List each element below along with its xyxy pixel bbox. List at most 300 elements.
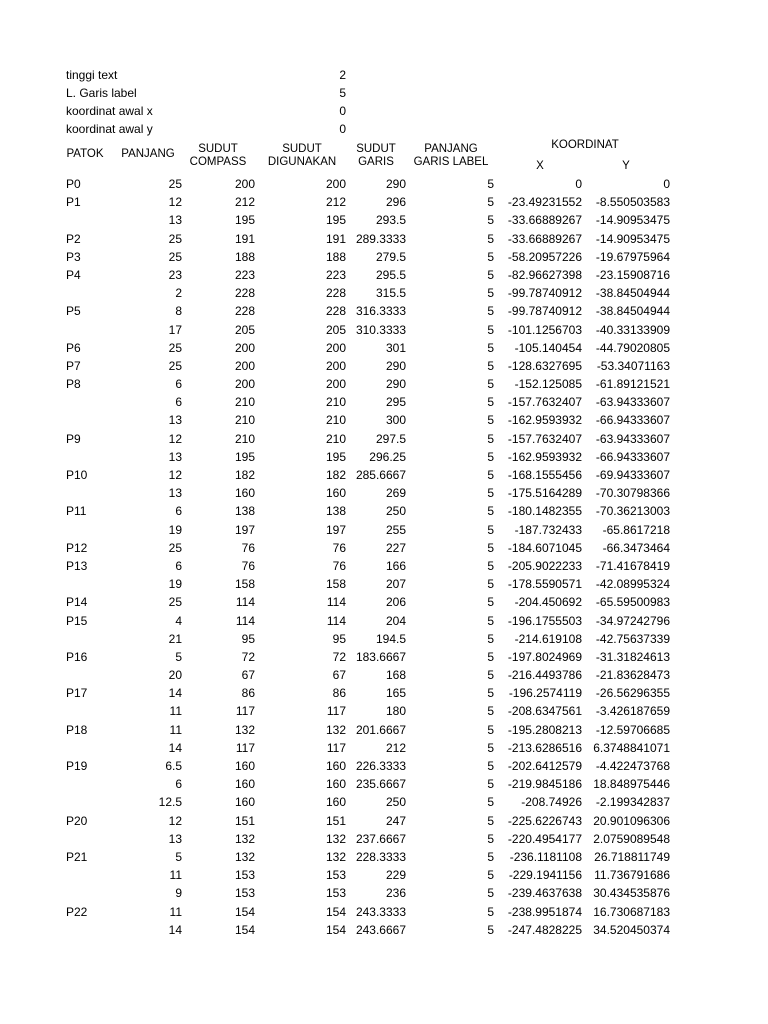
cell-panjang: 12 bbox=[168, 468, 182, 482]
cell-koordinat-y: -71.41678419 bbox=[595, 558, 670, 573]
cell-koordinat-x: 0 bbox=[575, 177, 582, 191]
cell-koordinat-y: 6.3748841071 bbox=[593, 740, 670, 755]
cell-panjang-garis-label: 5 bbox=[487, 595, 494, 610]
cell-panjang: 25 bbox=[168, 595, 182, 610]
table-row bbox=[0, 521, 768, 539]
cell-sudut-digunakan: 160 bbox=[325, 777, 346, 792]
cell-koordinat-y: -14.90953475 bbox=[595, 213, 670, 228]
cell-panjang: 25 bbox=[168, 358, 182, 373]
header-line: GARIS bbox=[358, 156, 394, 168]
table-row bbox=[0, 666, 768, 684]
cell-koordinat-y: -14.90953475 bbox=[595, 231, 670, 246]
cell-panjang: 9 bbox=[175, 886, 182, 901]
cell-panjang-garis-label: 5 bbox=[487, 449, 494, 464]
cell-panjang-garis-label: 5 bbox=[487, 795, 494, 810]
cell-koordinat-y: 16.730687183 bbox=[593, 904, 670, 919]
table-row bbox=[0, 339, 768, 357]
table-row bbox=[0, 448, 768, 466]
cell-panjang: 4 bbox=[175, 613, 182, 628]
cell-sudut-compass: 160 bbox=[234, 486, 255, 501]
cell-patok: P18 bbox=[66, 722, 88, 737]
cell-sudut-garis: 204 bbox=[385, 613, 406, 628]
cell-koordinat-y: 18.848975446 bbox=[593, 777, 670, 792]
cell-koordinat-y: 26.718811749 bbox=[594, 849, 670, 864]
cell-sudut-compass: 200 bbox=[234, 358, 255, 373]
cell-panjang: 12 bbox=[168, 195, 182, 210]
cell-patok: P3 bbox=[66, 249, 81, 264]
cell-sudut-garis: 290 bbox=[385, 377, 406, 392]
table-row bbox=[0, 230, 768, 248]
cell-sudut-garis: 237.6667 bbox=[355, 831, 406, 846]
cell-panjang: 5 bbox=[175, 849, 182, 864]
cell-koordinat-x: -152.125085 bbox=[514, 377, 582, 392]
table-row bbox=[0, 739, 768, 757]
cell-koordinat-x: -197.8024969 bbox=[507, 649, 582, 664]
table-row bbox=[0, 721, 768, 739]
cell-koordinat-x: -105.140454 bbox=[514, 340, 582, 355]
table-row bbox=[0, 612, 768, 630]
cell-sudut-compass: 182 bbox=[234, 468, 255, 482]
cell-sudut-digunakan: 200 bbox=[325, 177, 346, 191]
cell-panjang-garis-label: 5 bbox=[487, 740, 494, 755]
table-row bbox=[0, 393, 768, 411]
cell-sudut-compass: 132 bbox=[234, 831, 255, 846]
cell-panjang: 11 bbox=[169, 722, 182, 737]
cell-sudut-digunakan: 200 bbox=[325, 377, 346, 392]
cell-koordinat-y: -8.550503583 bbox=[595, 195, 670, 210]
cell-patok: P11 bbox=[66, 504, 87, 519]
cell-sudut-garis: 243.6667 bbox=[355, 922, 406, 937]
cell-koordinat-y: -65.59500983 bbox=[595, 595, 670, 610]
cell-panjang-garis-label: 5 bbox=[487, 704, 494, 719]
cell-panjang: 12 bbox=[168, 431, 182, 446]
param-value: 2 bbox=[339, 68, 346, 82]
cell-patok: P0 bbox=[66, 177, 81, 191]
cell-panjang: 13 bbox=[168, 831, 182, 846]
cell-sudut-compass: 195 bbox=[234, 449, 255, 464]
header-koordinat: KOORDINAT bbox=[551, 139, 619, 151]
cell-sudut-digunakan: 114 bbox=[326, 595, 346, 610]
cell-panjang-garis-label: 5 bbox=[487, 231, 494, 246]
cell-koordinat-y: -69.94333607 bbox=[595, 468, 670, 482]
cell-koordinat-x: -208.74926 bbox=[521, 795, 582, 810]
cell-koordinat-x: -195.2808213 bbox=[507, 722, 582, 737]
parameter-block bbox=[66, 66, 356, 138]
cell-sudut-compass: 210 bbox=[234, 413, 255, 428]
cell-sudut-digunakan: 188 bbox=[325, 249, 346, 264]
cell-sudut-digunakan: 228 bbox=[325, 286, 346, 301]
cell-panjang-garis-label: 5 bbox=[487, 540, 494, 555]
cell-sudut-garis: 168 bbox=[385, 668, 406, 683]
cell-sudut-compass: 158 bbox=[234, 577, 255, 592]
cell-panjang: 23 bbox=[168, 267, 182, 282]
header-sudut-digunakan bbox=[258, 143, 346, 169]
cell-koordinat-x: -157.7632407 bbox=[507, 395, 582, 410]
cell-koordinat-y: -42.08995324 bbox=[595, 577, 670, 592]
cell-sudut-digunakan: 153 bbox=[325, 886, 346, 901]
cell-koordinat-x: -229.1941156 bbox=[508, 868, 582, 883]
cell-panjang: 13 bbox=[168, 449, 182, 464]
cell-panjang: 21 bbox=[168, 631, 182, 646]
table-row bbox=[0, 903, 768, 921]
cell-koordinat-x: -213.6286516 bbox=[507, 740, 582, 755]
cell-koordinat-y: -38.84504944 bbox=[595, 304, 670, 319]
cell-koordinat-x: -238.9951874 bbox=[507, 904, 582, 919]
cell-sudut-digunakan: 76 bbox=[332, 558, 346, 573]
header-line: SUDUT bbox=[356, 143, 396, 155]
cell-panjang: 19 bbox=[168, 577, 182, 592]
cell-sudut-digunakan: 223 bbox=[325, 267, 346, 282]
cell-sudut-compass: 188 bbox=[234, 249, 255, 264]
cell-koordinat-x: -175.5164289 bbox=[507, 486, 582, 501]
cell-sudut-garis: 166 bbox=[385, 558, 406, 573]
header-y: Y bbox=[622, 160, 630, 172]
param-label: L. Garis label bbox=[66, 86, 137, 100]
cell-sudut-compass: 67 bbox=[241, 668, 255, 683]
cell-koordinat-y: -38.84504944 bbox=[595, 286, 670, 301]
table-row bbox=[0, 648, 768, 666]
cell-sudut-garis: 250 bbox=[385, 795, 406, 810]
cell-sudut-compass: 191 bbox=[234, 231, 255, 246]
table-row bbox=[0, 830, 768, 848]
cell-panjang-garis-label: 5 bbox=[487, 322, 494, 337]
cell-sudut-digunakan: 86 bbox=[332, 686, 346, 701]
param-row bbox=[66, 120, 356, 138]
cell-patok: P19 bbox=[66, 759, 88, 773]
cell-panjang: 17 bbox=[168, 322, 182, 337]
param-value: 5 bbox=[339, 86, 346, 100]
cell-koordinat-x: -196.1755503 bbox=[507, 613, 582, 628]
cell-sudut-compass: 200 bbox=[234, 177, 255, 191]
cell-patok: P13 bbox=[66, 558, 88, 573]
cell-sudut-garis: 300 bbox=[385, 413, 406, 428]
cell-sudut-garis: 183.6667 bbox=[355, 649, 406, 664]
cell-patok: P1 bbox=[66, 195, 81, 210]
header-x: X bbox=[536, 160, 544, 172]
table-row bbox=[0, 575, 768, 593]
cell-panjang: 12.5 bbox=[158, 795, 182, 810]
header-line: DIGUNAKAN bbox=[267, 156, 337, 168]
cell-panjang-garis-label: 5 bbox=[487, 922, 494, 937]
cell-patok: P21 bbox=[66, 849, 88, 864]
cell-koordinat-x: -236.1181108 bbox=[509, 849, 582, 864]
cell-patok: P14 bbox=[66, 595, 88, 610]
cell-patok: P2 bbox=[66, 231, 81, 246]
table-row bbox=[0, 921, 768, 939]
cell-panjang-garis-label: 5 bbox=[487, 722, 494, 737]
table-row bbox=[0, 684, 768, 702]
param-label: tinggi text bbox=[66, 68, 118, 82]
cell-koordinat-y: -26.56296355 bbox=[595, 686, 670, 701]
cell-patok: P8 bbox=[66, 377, 81, 392]
cell-sudut-digunakan: 154 bbox=[325, 922, 346, 937]
cell-panjang-garis-label: 5 bbox=[487, 558, 494, 573]
cell-sudut-garis: 297.5 bbox=[375, 431, 406, 446]
table-row bbox=[0, 302, 768, 320]
cell-panjang-garis-label: 5 bbox=[487, 340, 494, 355]
cell-sudut-garis: 201.6667 bbox=[355, 722, 406, 737]
cell-sudut-garis: 228.3333 bbox=[355, 849, 406, 864]
header-panjang: PANJANG bbox=[121, 148, 175, 160]
cell-koordinat-y: -19.67975964 bbox=[595, 249, 670, 264]
cell-koordinat-x: -208.6347561 bbox=[507, 704, 582, 719]
cell-sudut-garis: 243.3333 bbox=[355, 904, 406, 919]
cell-panjang: 6.5 bbox=[165, 759, 182, 773]
cell-panjang: 25 bbox=[168, 177, 182, 191]
cell-sudut-digunakan: 114 bbox=[326, 613, 346, 628]
cell-koordinat-y: 2.0759089548 bbox=[593, 831, 670, 846]
cell-sudut-digunakan: 117 bbox=[326, 704, 346, 719]
cell-panjang: 14 bbox=[168, 922, 182, 937]
cell-sudut-garis: 165 bbox=[385, 686, 406, 701]
table-row bbox=[0, 211, 768, 229]
cell-sudut-digunakan: 205 bbox=[325, 322, 346, 337]
cell-sudut-garis: 212 bbox=[385, 740, 406, 755]
cell-sudut-garis: 269 bbox=[385, 486, 406, 501]
cell-panjang-garis-label: 5 bbox=[487, 249, 494, 264]
header-sudut-garis bbox=[346, 143, 406, 169]
cell-sudut-digunakan: 212 bbox=[325, 195, 346, 210]
cell-koordinat-y: -21.83628473 bbox=[595, 668, 670, 683]
cell-sudut-compass: 117 bbox=[235, 740, 255, 755]
cell-sudut-compass: 210 bbox=[234, 395, 255, 410]
cell-panjang-garis-label: 5 bbox=[487, 395, 494, 410]
cell-panjang: 12 bbox=[168, 813, 182, 828]
cell-sudut-compass: 154 bbox=[234, 904, 255, 919]
cell-panjang-garis-label: 5 bbox=[487, 813, 494, 828]
cell-patok: P20 bbox=[66, 813, 88, 828]
table-row bbox=[0, 175, 768, 193]
cell-sudut-digunakan: 160 bbox=[325, 795, 346, 810]
cell-koordinat-x: -220.4954177 bbox=[507, 831, 582, 846]
cell-sudut-digunakan: 138 bbox=[325, 504, 346, 519]
cell-koordinat-y: -40.33133909 bbox=[595, 322, 670, 337]
cell-sudut-digunakan: 160 bbox=[325, 486, 346, 501]
cell-sudut-garis: 229 bbox=[385, 868, 406, 883]
cell-panjang: 13 bbox=[168, 213, 182, 228]
cell-panjang-garis-label: 5 bbox=[487, 286, 494, 301]
cell-panjang: 6 bbox=[175, 558, 182, 573]
cell-panjang-garis-label: 5 bbox=[487, 777, 494, 792]
cell-panjang-garis-label: 5 bbox=[487, 431, 494, 446]
cell-sudut-garis: 295 bbox=[385, 395, 406, 410]
header-patok: PATOK bbox=[66, 148, 104, 160]
cell-koordinat-x: -247.4828225 bbox=[507, 922, 582, 937]
cell-koordinat-x: -168.1555456 bbox=[507, 468, 582, 482]
table-row bbox=[0, 466, 768, 484]
param-value: 0 bbox=[339, 104, 346, 118]
cell-panjang-garis-label: 5 bbox=[487, 413, 494, 428]
table-row bbox=[0, 502, 768, 520]
table-row bbox=[0, 266, 768, 284]
table-row bbox=[0, 539, 768, 557]
cell-panjang-garis-label: 5 bbox=[487, 686, 494, 701]
cell-sudut-compass: 223 bbox=[234, 267, 255, 282]
cell-koordinat-x: -180.1482355 bbox=[507, 504, 582, 519]
cell-koordinat-x: -196.2574119 bbox=[508, 686, 582, 701]
cell-koordinat-y: 30.434535876 bbox=[593, 886, 670, 901]
cell-panjang-garis-label: 5 bbox=[487, 649, 494, 664]
cell-koordinat-x: -225.6226743 bbox=[507, 813, 582, 828]
cell-panjang: 11 bbox=[169, 868, 182, 883]
cell-panjang: 20 bbox=[168, 668, 182, 683]
cell-sudut-compass: 76 bbox=[241, 540, 255, 555]
table-row bbox=[0, 411, 768, 429]
cell-koordinat-y: -66.94333607 bbox=[595, 413, 670, 428]
cell-panjang-garis-label: 5 bbox=[487, 504, 494, 519]
cell-panjang-garis-label: 5 bbox=[487, 522, 494, 537]
cell-sudut-compass: 153 bbox=[234, 868, 255, 883]
cell-sudut-garis: 236 bbox=[385, 886, 406, 901]
cell-koordinat-y: -2.199342837 bbox=[595, 795, 670, 810]
cell-sudut-garis: 255 bbox=[385, 522, 406, 537]
cell-koordinat-x: -216.4493786 bbox=[507, 668, 582, 683]
cell-sudut-garis: 207 bbox=[385, 577, 406, 592]
cell-panjang: 8 bbox=[175, 304, 182, 319]
cell-koordinat-x: -204.450692 bbox=[514, 595, 582, 610]
cell-koordinat-y: 34.520450374 bbox=[593, 922, 670, 937]
cell-patok: P12 bbox=[66, 540, 88, 555]
cell-patok: P16 bbox=[66, 649, 88, 664]
cell-panjang-garis-label: 5 bbox=[487, 849, 494, 864]
cell-koordinat-y: 0 bbox=[663, 177, 670, 191]
cell-sudut-garis: 279.5 bbox=[375, 249, 406, 264]
cell-patok: P15 bbox=[66, 613, 88, 628]
cell-sudut-compass: 114 bbox=[235, 613, 255, 628]
cell-sudut-digunakan: 191 bbox=[325, 231, 346, 246]
cell-panjang-garis-label: 5 bbox=[487, 759, 494, 773]
cell-sudut-compass: 210 bbox=[234, 431, 255, 446]
header-line: SUDUT bbox=[282, 143, 322, 155]
cell-panjang: 25 bbox=[168, 540, 182, 555]
table-row bbox=[0, 357, 768, 375]
param-value: 0 bbox=[339, 122, 346, 136]
table-row bbox=[0, 430, 768, 448]
table-row bbox=[0, 702, 768, 720]
cell-sudut-digunakan: 72 bbox=[332, 649, 346, 664]
table-row bbox=[0, 775, 768, 793]
cell-panjang: 25 bbox=[168, 249, 182, 264]
cell-koordinat-x: -157.7632407 bbox=[507, 431, 582, 446]
cell-sudut-digunakan: 158 bbox=[325, 577, 346, 592]
cell-sudut-digunakan: 195 bbox=[325, 449, 346, 464]
cell-patok: P17 bbox=[66, 686, 88, 701]
cell-sudut-garis: 296 bbox=[385, 195, 406, 210]
cell-koordinat-x: -23.49231552 bbox=[507, 195, 582, 210]
cell-patok: P4 bbox=[66, 267, 81, 282]
cell-panjang: 6 bbox=[175, 504, 182, 519]
cell-panjang: 19 bbox=[168, 522, 182, 537]
cell-koordinat-y: -63.94333607 bbox=[595, 431, 670, 446]
cell-sudut-garis: 250 bbox=[385, 504, 406, 519]
cell-koordinat-y: -4.422473768 bbox=[595, 759, 670, 773]
cell-panjang-garis-label: 5 bbox=[487, 213, 494, 228]
cell-panjang: 2 bbox=[175, 286, 182, 301]
cell-sudut-garis: 310.3333 bbox=[355, 322, 406, 337]
cell-sudut-digunakan: 200 bbox=[325, 340, 346, 355]
cell-sudut-digunakan: 117 bbox=[326, 740, 346, 755]
table-row bbox=[0, 321, 768, 339]
cell-panjang-garis-label: 5 bbox=[487, 377, 494, 392]
param-row bbox=[66, 66, 356, 84]
cell-panjang: 13 bbox=[168, 486, 182, 501]
cell-koordinat-x: -202.6412579 bbox=[507, 759, 582, 773]
cell-koordinat-y: -70.36213003 bbox=[595, 504, 670, 519]
param-label: koordinat awal y bbox=[66, 122, 153, 136]
cell-sudut-garis: 227 bbox=[385, 540, 406, 555]
cell-sudut-garis: 289.3333 bbox=[355, 231, 406, 246]
cell-sudut-garis: 285.6667 bbox=[355, 468, 406, 482]
cell-panjang-garis-label: 5 bbox=[487, 868, 494, 883]
cell-koordinat-y: -34.97242796 bbox=[595, 613, 670, 628]
cell-koordinat-y: 11.736791686 bbox=[594, 868, 670, 883]
cell-sudut-compass: 205 bbox=[234, 322, 255, 337]
cell-sudut-compass: 160 bbox=[234, 795, 255, 810]
cell-sudut-garis: 206 bbox=[385, 595, 406, 610]
cell-sudut-digunakan: 153 bbox=[325, 868, 346, 883]
cell-panjang: 13 bbox=[168, 413, 182, 428]
cell-sudut-digunakan: 67 bbox=[332, 668, 346, 683]
cell-sudut-digunakan: 151 bbox=[325, 813, 346, 828]
cell-koordinat-x: -205.9022233 bbox=[507, 558, 582, 573]
cell-panjang: 14 bbox=[168, 740, 182, 755]
cell-sudut-compass: 114 bbox=[235, 595, 255, 610]
cell-koordinat-x: -33.66889267 bbox=[507, 213, 582, 228]
table-row bbox=[0, 793, 768, 811]
cell-koordinat-y: -65.8617218 bbox=[602, 522, 670, 537]
cell-panjang-garis-label: 5 bbox=[487, 904, 494, 919]
header-line: GARIS LABEL bbox=[413, 156, 489, 168]
cell-sudut-digunakan: 154 bbox=[325, 904, 346, 919]
cell-sudut-digunakan: 182 bbox=[325, 468, 346, 482]
cell-sudut-compass: 154 bbox=[234, 922, 255, 937]
cell-koordinat-y: -70.30798366 bbox=[595, 486, 670, 501]
cell-sudut-compass: 228 bbox=[234, 304, 255, 319]
cell-panjang-garis-label: 5 bbox=[487, 831, 494, 846]
cell-panjang-garis-label: 5 bbox=[487, 195, 494, 210]
cell-koordinat-y: -66.3473464 bbox=[602, 540, 670, 555]
cell-panjang: 11 bbox=[169, 904, 182, 919]
cell-patok: P9 bbox=[66, 431, 81, 446]
cell-sudut-compass: 117 bbox=[235, 704, 255, 719]
cell-panjang: 5 bbox=[175, 649, 182, 664]
table-row bbox=[0, 884, 768, 902]
cell-koordinat-x: -99.78740912 bbox=[507, 286, 582, 301]
cell-sudut-compass: 228 bbox=[234, 286, 255, 301]
cell-sudut-garis: 290 bbox=[385, 177, 406, 191]
table-row bbox=[0, 812, 768, 830]
header-sudut-compass bbox=[180, 143, 256, 169]
cell-koordinat-y: -23.15908716 bbox=[595, 267, 670, 282]
cell-sudut-digunakan: 160 bbox=[325, 759, 346, 773]
header-line: PANJANG bbox=[424, 143, 478, 155]
cell-koordinat-x: -162.9593932 bbox=[507, 413, 582, 428]
cell-sudut-compass: 151 bbox=[234, 813, 255, 828]
cell-koordinat-y: -44.79020805 bbox=[595, 340, 670, 355]
cell-panjang: 25 bbox=[168, 340, 182, 355]
cell-sudut-digunakan: 76 bbox=[332, 540, 346, 555]
cell-koordinat-y: -53.34071163 bbox=[596, 358, 670, 373]
cell-sudut-digunakan: 200 bbox=[325, 358, 346, 373]
cell-sudut-garis: 316.3333 bbox=[355, 304, 406, 319]
cell-panjang-garis-label: 5 bbox=[487, 886, 494, 901]
cell-koordinat-y: -3.426187659 bbox=[595, 704, 670, 719]
cell-sudut-garis: 180 bbox=[385, 704, 406, 719]
cell-panjang: 14 bbox=[168, 686, 182, 701]
cell-sudut-compass: 95 bbox=[241, 631, 255, 646]
cell-panjang-garis-label: 5 bbox=[487, 486, 494, 501]
cell-patok: P7 bbox=[66, 358, 81, 373]
